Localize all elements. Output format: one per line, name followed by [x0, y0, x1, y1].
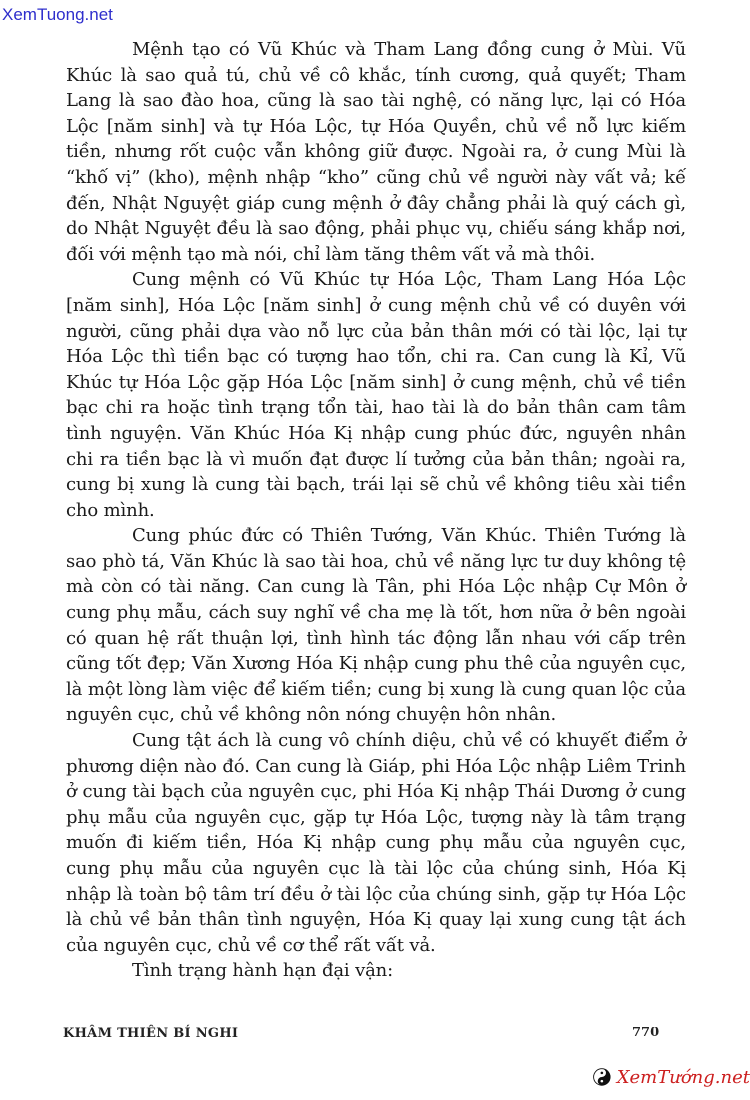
page-body — [66, 37, 686, 984]
paragraph-dai-van-heading: Tình trạng hành hạn đại vận: — [132, 960, 394, 982]
paragraph-cung-tat-ach: Cung tật ách là cung vô chính diệu, chủ về có khuyết điểm ở phương diện nào đó. Can cung là Giáp, phi Hóa Lộc nhập Liêm Trinh ở cung tài bạch của nguyên cục, phi Hóa Kị nhập Thái Dương ở cung phụ mẫu của nguyên cục, gặp tự Hóa Lộc, tượng này là tâm trạng muốn đi kiếm tiền, Hóa Kị nhập cung phụ mẫu của nguyên cục, cung phụ mẫu của nguyên cục là tài lộc của chúng sinh, Hóa Kị nhập là toàn bộ tâm trí đều ở tài lộc của chúng sinh, gặp tự Hóa Lộc là chủ về bản thân tình nguyện, Hóa Kị quay lại xung cung tật ách của nguyên cục, chủ về cơ thể rất vất vả. — [66, 730, 686, 956]
logo-text: XemTướng.net — [616, 1066, 750, 1088]
paragraph-menh-tao: Mệnh tạo có Vũ Khúc và Tham Lang đồng cung ở Mùi. Vũ Khúc là sao quả tú, chủ về cô khắc, tính cương, quả quyết; Tham Lang là sao đào hoa, cũng là sao tài nghệ, có năng lực, lại có Hóa Lộc [năm sinh] và tự Hóa Lộc, tự Hóa Quyền, chủ về nỗ lực kiếm tiền, nhưng rốt cuộc vẫn không giữ được. Ngoài ra, ở cung Mùi là “khố vị” (kho), mệnh nhập “kho” cũng chủ về người này vất vả; kế đến, Nhật Nguyệt giáp cung mệnh ở đây chẳng phải là quý cách gì, do Nhật Nguyệt đều là sao động, phải phục vụ, chiếu sáng khắp nơi, đối với mệnh tạo mà nói, chỉ làm tăng thêm vất vả mà thôi. — [66, 39, 686, 265]
site-logo — [593, 1057, 750, 1097]
paragraph-cung-menh: Cung mệnh có Vũ Khúc tự Hóa Lộc, Tham Lang Hóa Lộc [năm sinh], Hóa Lộc [năm sinh] ở cung mệnh chủ về có duyên với người, cũng phải dựa vào nỗ lực của bản thân mới có tài lộc, lại tự Hóa Lộc thì tiền bạc có tượng hao tổn, chi ra. Can cung là Kỉ, Vũ Khúc tự Hóa Lộc gặp Hóa Lộc [năm sinh] ở cung mệnh, chủ về tiền bạc chi ra hoặc tình trạng tổn tài, hao tài là do bản thân cam tâm tình nguyện. Văn Khúc Hóa Kị nhập cung phúc đức, nguyên nhân chi ra tiền bạc là vì muốn đạt được lí tưởng của bản thân; ngoài ra, cung bị xung là cung tài bạch, trái lại sẽ chủ về không tiêu xài tiền cho mình. — [66, 269, 686, 521]
paragraph-cung-phuc-duc: Cung phúc đức có Thiên Tướng, Văn Khúc. Thiên Tướng là sao phò tá, Văn Khúc là sao tài hoa, chủ về năng lực tư duy không tệ mà còn có tài năng. Can cung là Tân, phi Hóa Lộc nhập Cự Môn ở cung phụ mẫu, cách suy nghĩ về cha mẹ là tốt, hơn nữa ở bên ngoài có quan hệ rất thuận lợi, tình hình tác động lẫn nhau với cấp trên cũng tốt đẹp; Văn Xương Hóa Kị nhập cung phu thê của nguyên cục, là một lòng làm việc để kiếm tiền; cung bị xung là cung quan lộc của nguyên cục, chủ về không nôn nóng chuyện hôn nhân. — [66, 525, 686, 726]
book-title: KHÂM THIÊN BÍ NGHI — [63, 1026, 239, 1041]
yin-yang-icon — [593, 1062, 611, 1092]
site-watermark: XemTuong.net — [0, 0, 117, 25]
page-number: 770 — [632, 1027, 660, 1037]
